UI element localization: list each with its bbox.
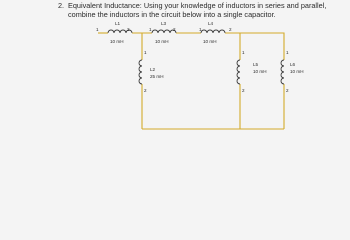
l4-pin1: 1 xyxy=(199,27,202,32)
l2-name: L2 xyxy=(150,67,156,72)
inductor-l4 xyxy=(201,30,225,33)
l5-value: 10 mH xyxy=(253,69,267,74)
l3-pin2: 2 xyxy=(173,27,176,32)
l6-pin1: 1 xyxy=(286,50,289,55)
l2-pin2: 2 xyxy=(144,88,147,93)
l3-value: 10 mH xyxy=(155,39,169,44)
l5-pin2: 2 xyxy=(242,88,245,93)
inductor-l2 xyxy=(139,60,142,84)
inductor-l5 xyxy=(237,60,240,84)
l1-pin2: 2 xyxy=(127,27,130,32)
l3-name: L3 xyxy=(161,21,167,26)
question-line-2: combine the inductors in the circuit below into a single capacitor. xyxy=(68,10,276,19)
l2-pin1: 1 xyxy=(144,50,147,55)
l3-pin1: 1 xyxy=(149,27,152,32)
l4-pin2: 2 xyxy=(229,27,232,32)
l6-value: 10 mH xyxy=(290,69,304,74)
question-number: 2. xyxy=(58,1,65,10)
l5-name: L5 xyxy=(253,62,259,67)
l4-value: 10 mH xyxy=(203,39,217,44)
l6-name: L6 xyxy=(290,62,296,67)
l1-name: L1 xyxy=(115,21,121,26)
l4-name: L4 xyxy=(208,21,214,26)
l5-pin1: 1 xyxy=(242,50,245,55)
wire-top-right xyxy=(225,33,284,60)
l6-pin2: 2 xyxy=(286,88,289,93)
inductor-l6 xyxy=(281,60,284,84)
l1-value: 10 mH xyxy=(110,39,124,44)
circuit-wires xyxy=(98,33,284,129)
l1-pin1: 1 xyxy=(96,27,99,32)
l2-value: 25 mH xyxy=(150,74,164,79)
question-line-1: Equivalent Inductance: Using your knowledge of inductors in series and parallel, xyxy=(68,1,327,10)
